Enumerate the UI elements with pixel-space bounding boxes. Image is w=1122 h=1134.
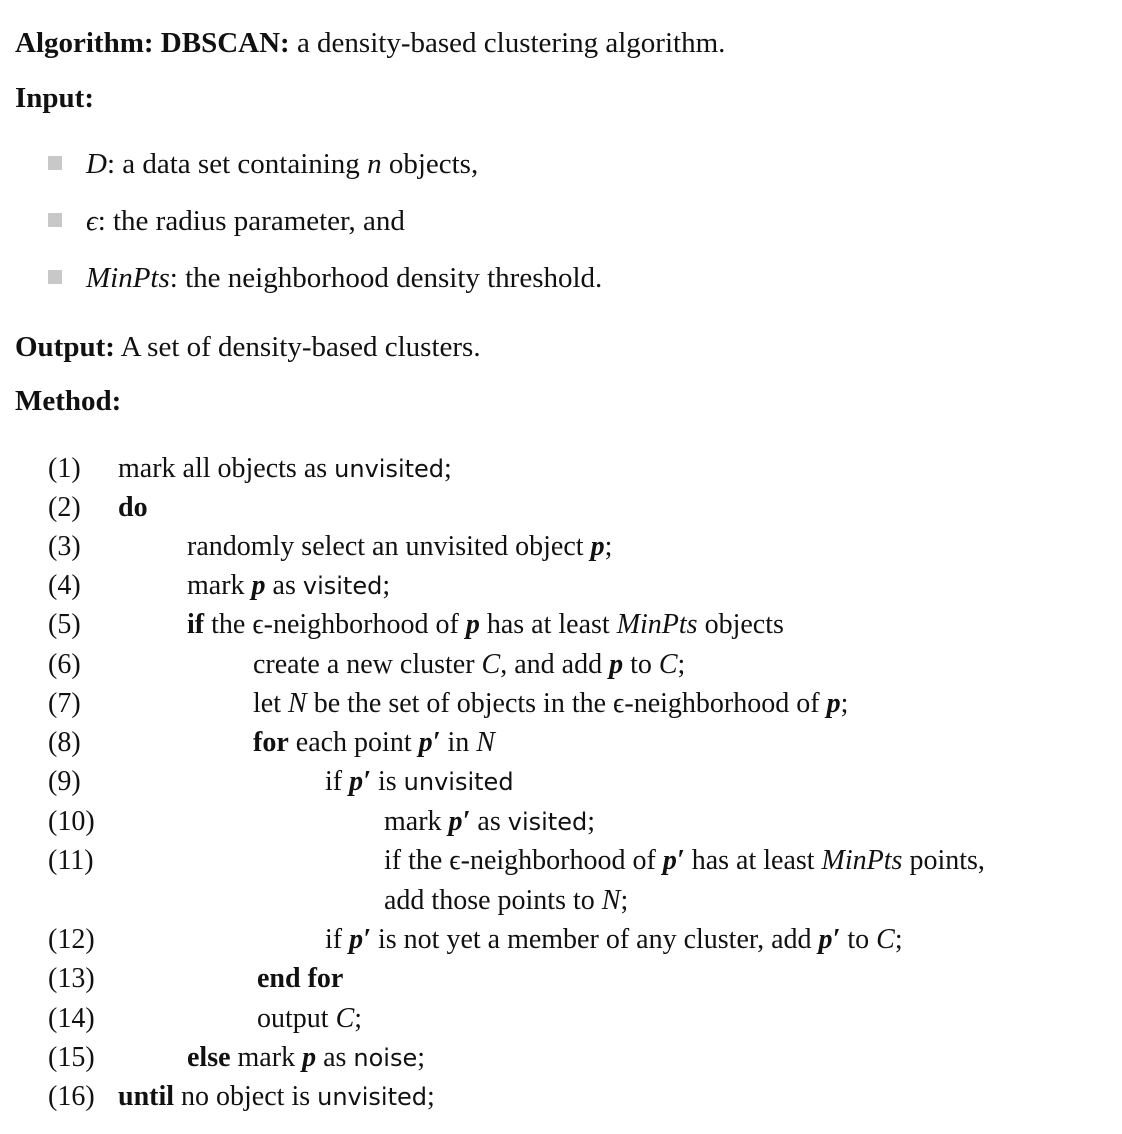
text-token: to	[623, 649, 659, 680]
input-item-minpts	[48, 261, 602, 295]
line-number: (4)	[48, 570, 81, 601]
text-token: points,	[902, 845, 985, 876]
method-line-13: end for	[257, 963, 344, 994]
method-line-15	[187, 1041, 425, 1075]
method-line-5	[187, 608, 784, 642]
text-token: ;	[382, 570, 391, 601]
text-token: unvisited	[334, 455, 445, 483]
bullet-icon	[48, 213, 62, 227]
text-token: as	[265, 570, 303, 601]
input-item-epsilon	[48, 204, 405, 238]
text-token: N	[601, 885, 621, 916]
method-line-8	[253, 726, 495, 760]
algorithm-label: Algorithm:	[15, 27, 154, 59]
method-line-11-cont	[384, 884, 628, 918]
text-token: ;	[894, 924, 903, 955]
text-token: noise	[353, 1044, 418, 1072]
method-line-4	[187, 569, 390, 603]
text-token: C	[481, 649, 501, 680]
text-token: : the neighborhood density threshold.	[169, 262, 603, 294]
method-line-16	[118, 1080, 435, 1114]
text-token: as	[316, 1042, 354, 1073]
text-token: mark	[187, 570, 252, 601]
text-token: visited	[507, 808, 588, 836]
text-token: D	[86, 148, 107, 180]
text-token: if	[325, 924, 350, 955]
text-token: p′	[448, 806, 471, 837]
text-token: C	[658, 649, 678, 680]
text-token: objects,	[381, 148, 479, 180]
text-token: as	[470, 806, 508, 837]
text-token: until	[118, 1081, 175, 1112]
text-token: visited	[302, 572, 383, 600]
text-token: N	[476, 727, 495, 758]
line-number: (6)	[48, 649, 81, 680]
text-token: MinPts	[821, 845, 903, 876]
text-token: ;	[354, 1003, 363, 1034]
text-token: p	[609, 649, 624, 680]
text-token: if the ϵ-neighborhood of	[384, 845, 663, 876]
output-text: A set of density-based clusters.	[120, 331, 481, 363]
text-token: has at least	[479, 609, 617, 640]
method-line-9	[325, 765, 514, 799]
text-token: has at least	[684, 845, 822, 876]
method-line-1	[118, 452, 452, 486]
text-token: p	[826, 688, 841, 719]
output-label: Output:	[15, 331, 115, 363]
line-number: (8)	[48, 727, 81, 758]
text-token: p	[302, 1042, 317, 1073]
text-token: let	[253, 688, 288, 719]
text-token: each point	[288, 727, 419, 758]
text-token: ;	[677, 649, 686, 680]
line-number: (7)	[48, 688, 81, 719]
text-token: if	[187, 609, 205, 640]
text-token: : a data set containing	[106, 148, 368, 180]
line-number: (10)	[48, 806, 95, 837]
algorithm-name: DBSCAN:	[160, 27, 290, 59]
text-token: objects	[697, 609, 784, 640]
input-heading: Input:	[15, 82, 94, 114]
line-number: (16)	[48, 1081, 95, 1112]
text-token: ϵ	[86, 205, 98, 237]
line-number: (1)	[48, 453, 81, 484]
text-token: be the set of objects in the ϵ-neighborhood of	[306, 688, 827, 719]
text-token: MinPts	[86, 262, 170, 294]
method-heading: Method:	[15, 385, 122, 417]
text-token: C	[876, 924, 895, 955]
method-line-12	[325, 923, 903, 957]
method-line-7	[253, 687, 848, 721]
text-token: ;	[587, 806, 595, 837]
text-token: create a new cluster	[253, 649, 482, 680]
line-number: (15)	[48, 1042, 95, 1073]
text-token: to	[840, 924, 877, 955]
text-token: p′	[662, 845, 685, 876]
text-token: no object is	[174, 1081, 318, 1112]
line-number: (12)	[48, 924, 95, 955]
text-token: p′	[349, 924, 371, 955]
bullet-icon	[48, 270, 62, 284]
method-line-10	[384, 805, 595, 839]
text-token: n	[367, 148, 382, 180]
text-token: p′	[418, 727, 441, 758]
text-token: ;	[417, 1042, 426, 1073]
input-item-dataset	[48, 147, 478, 181]
text-token: output	[257, 1003, 336, 1034]
line-number: (13)	[48, 963, 95, 994]
text-token: ;	[427, 1081, 435, 1112]
text-token: p	[251, 570, 266, 601]
line-number: (11)	[48, 845, 94, 876]
text-token: C	[335, 1003, 355, 1034]
text-token: p	[465, 609, 480, 640]
text-token: the ϵ-neighborhood of	[204, 609, 466, 640]
text-token: mark	[384, 806, 449, 837]
algorithm-title	[15, 26, 725, 60]
line-number: (9)	[48, 766, 81, 797]
method-line-3	[187, 530, 612, 564]
text-token: mark	[230, 1042, 303, 1073]
output-line	[15, 330, 481, 364]
line-number: (2)	[48, 492, 81, 523]
text-token: p′	[349, 766, 371, 797]
text-token: ;	[620, 885, 629, 916]
line-number: (5)	[48, 609, 81, 640]
text-token: is	[370, 766, 404, 797]
text-token: unvisited	[403, 768, 514, 796]
text-token: ;	[444, 453, 452, 484]
text-token: p	[590, 531, 605, 562]
text-token: if	[325, 766, 350, 797]
text-token: for	[253, 727, 289, 758]
text-token: is not yet a member of any cluster, add	[370, 924, 819, 955]
text-token: in	[440, 727, 477, 758]
text-token: ;	[604, 531, 613, 562]
text-token: p′	[818, 924, 841, 955]
text-token: randomly select an unvisited object	[187, 531, 591, 562]
method-line-14	[257, 1002, 362, 1036]
text-token: ;	[840, 688, 849, 719]
text-token: unvisited	[317, 1083, 427, 1111]
line-number: (3)	[48, 531, 81, 562]
text-token: MinPts	[616, 609, 698, 640]
text-token: N	[288, 688, 307, 719]
text-token: : the radius parameter, and	[97, 205, 405, 237]
method-line-6	[253, 648, 685, 682]
method-line-2: do	[118, 492, 148, 523]
bullet-icon	[48, 156, 62, 170]
text-token: mark all objects as	[118, 453, 335, 484]
line-number: (14)	[48, 1003, 95, 1034]
text-token: add those points to	[384, 885, 602, 916]
method-line-11	[384, 844, 985, 878]
text-token: else	[187, 1042, 231, 1073]
text-token: , and add	[500, 649, 610, 680]
algorithm-description: a density-based clustering algorithm.	[296, 27, 726, 59]
